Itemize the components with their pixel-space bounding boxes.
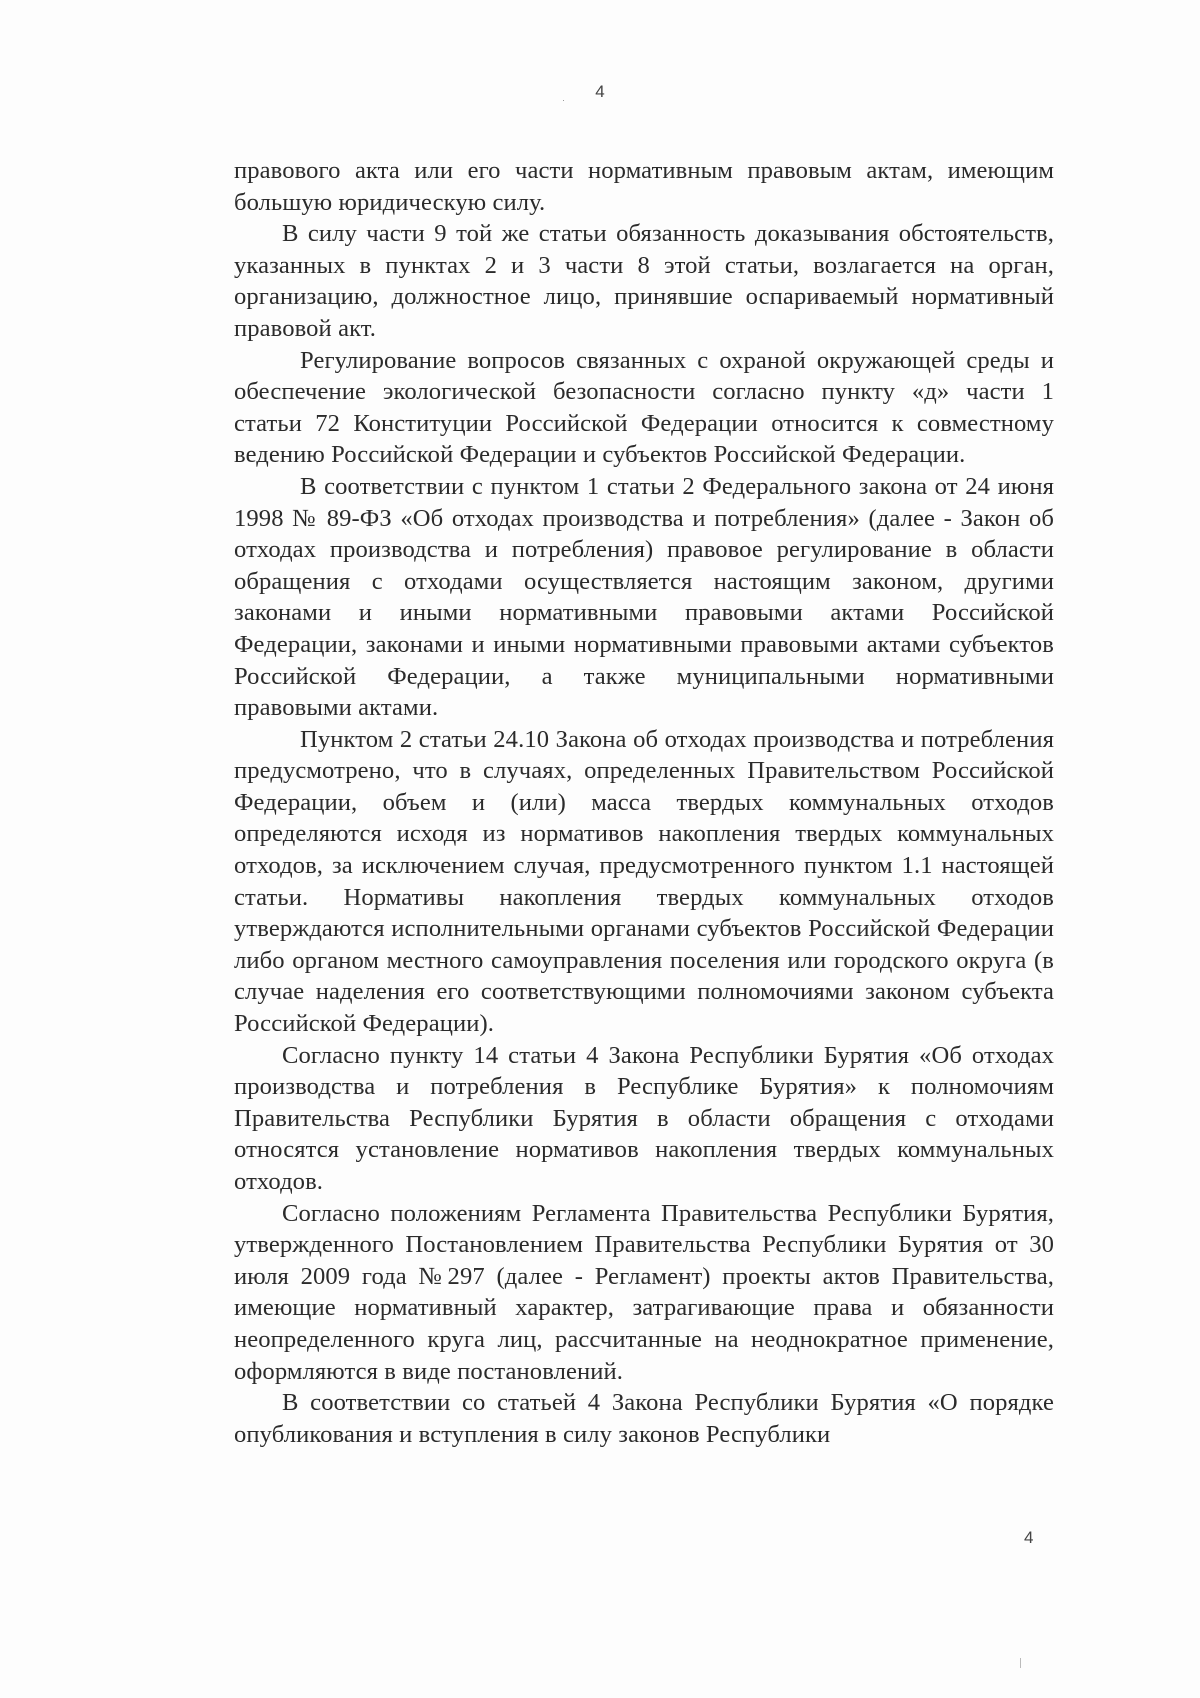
document-body xyxy=(234,155,1054,1450)
paragraph-publication-law: В соответствии со статьей 4 Закона Республики Бурятия «О порядке опубликования и вступления в силу законов Республики xyxy=(234,1389,1054,1448)
scan-artifact-mark xyxy=(1020,1658,1021,1668)
paragraph-continuation: правового акта или его части нормативным правовым актам, имеющим большую юридическую силу. xyxy=(234,157,1054,216)
scan-artifact xyxy=(563,100,564,101)
page-number-top: 4 xyxy=(595,82,605,101)
paragraph-article-24-10: Пунктом 2 статьи 24.10 Закона об отходах производства и потребления предусмотрено, что в случаях, определенных Правительством Российской Федерации, объем и (или) масса твердых коммунальных отходов определяются исходя из нормативов накопления твердых коммунальных отходов, за исключением случая, предусмотренного пунктом 1.1 настоящей статьи. Нормативы накопления твердых коммунальных отходов утверждаются исполнительными органами субъектов Российской Федерации либо органом местного самоуправления поселения или городского округа (в случае наделения его соответствующими полномочиями законом субъекта Российской Федерации). xyxy=(234,725,1054,1038)
page-number-bottom: 4 xyxy=(1024,1528,1034,1547)
paragraph-reglament: Согласно положениям Регламента Правительства Республики Бурятия, утвержденного Постановлением Правительства Республики Бурятия от 30 июля 2009 года №297 (далее - Регламент) проекты актов Правительства, имеющие нормативный характер, затрагивающие права и обязанности неопределенного круга лиц, рассчитанные на неоднократное применение, оформляются в виде постановлений. xyxy=(234,1199,1054,1385)
paragraph-buryatia-law: Согласно пункту 14 статьи 4 Закона Республики Бурятия «Об отходах производства и потребления в Республике Бурятия» к полномочиям Правительства Республики Бурятия в области обращения с отходами относятся установление нормативов накопления твердых коммунальных отходов. xyxy=(234,1041,1054,1195)
paragraph-environmental-regulation: Регулирование вопросов связанных с охраной окружающей среды и обеспечение экологической безопасности согласно пункту «д» части 1 статьи 72 Конституции Российской Федерации относится к совместному ведению Российской Федерации и субъектов Российской Федерации. xyxy=(234,346,1054,469)
paragraph-burden-of-proof: В силу части 9 той же статьи обязанность доказывания обстоятельств, указанных в пунктах 2 и 3 части 8 этой статьи, возлагается на орган, организацию, должностное лицо, принявшие оспариваемый нормативный правовой акт. xyxy=(234,220,1054,342)
paragraph-federal-law-89: В соответствии с пунктом 1 статьи 2 Федерального закона от 24 июня 1998 № 89-ФЗ «Об отходах производства и потребления» (далее - Закон об отходах производства и потребления) правовое регулирование в области обращения с отходами осуществляется настоящим законом, другими законами и иными нормативными правовыми актами Российской Федерации, законами и иными нормативными правовыми актами субъектов Российской Федерации, а также муниципальными нормативными правовыми актами. xyxy=(234,472,1054,722)
